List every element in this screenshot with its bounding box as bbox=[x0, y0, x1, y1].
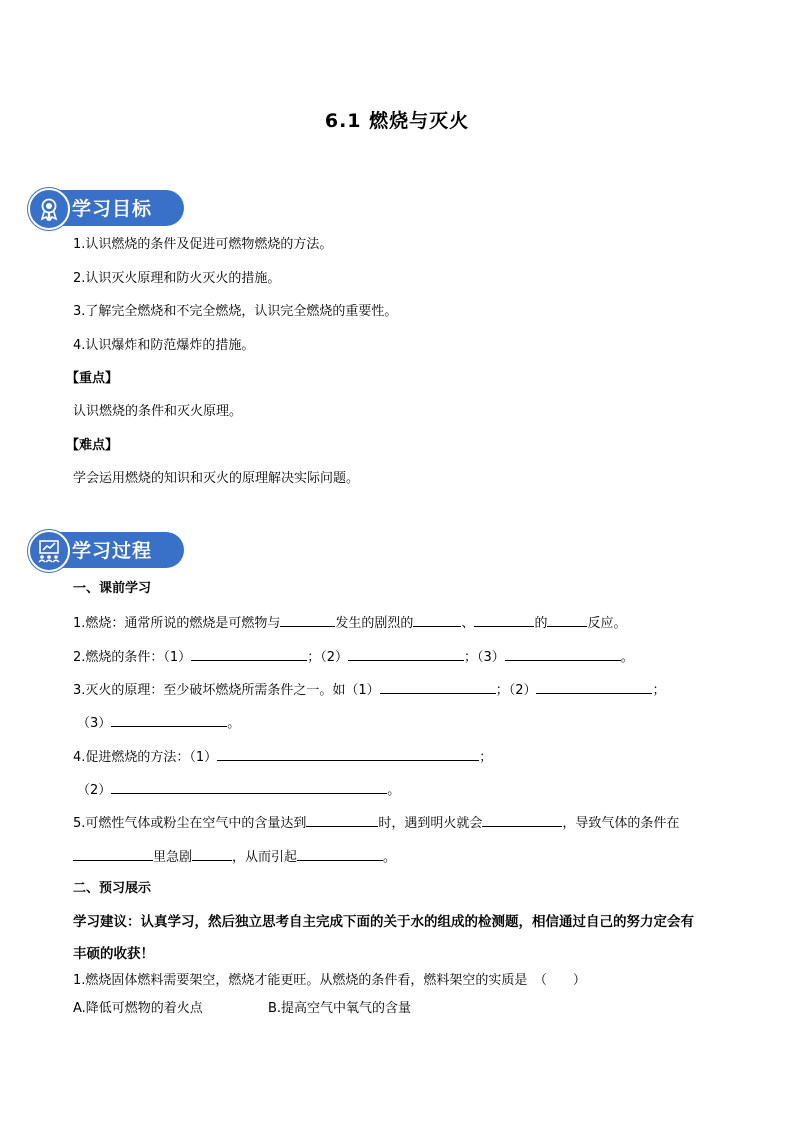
answer-blank[interactable] bbox=[217, 747, 479, 761]
question-4-line1 bbox=[73, 747, 492, 767]
q1-text-e: 反应。 bbox=[587, 616, 627, 631]
q3-text-b: ；（2） bbox=[495, 683, 537, 698]
answer-blank[interactable] bbox=[348, 647, 464, 661]
question-5-line2 bbox=[73, 847, 396, 867]
study-suggestion-line2: 丰硕的收获！ bbox=[73, 946, 154, 962]
question-3-line1 bbox=[73, 680, 665, 700]
answer-blank[interactable] bbox=[111, 713, 227, 727]
answer-blank[interactable] bbox=[380, 680, 496, 694]
answer-blank[interactable] bbox=[547, 613, 587, 627]
q2-text-a: 2.燃烧的条件：（1） bbox=[73, 650, 192, 665]
difficult-point-label: 【难点】 bbox=[66, 438, 119, 453]
answer-blank[interactable] bbox=[192, 847, 232, 861]
mc-option-b: B.提高空气中氧气的含量 bbox=[268, 1001, 412, 1016]
q4-text-c: （2） bbox=[77, 783, 112, 798]
q3-text-c: ； bbox=[652, 683, 666, 698]
question-5-line1 bbox=[73, 813, 679, 833]
q3-text-e: 。 bbox=[227, 716, 241, 731]
goal-item-3: 3.了解完全燃烧和不完全燃烧，认识完全燃烧的重要性。 bbox=[73, 304, 398, 319]
q5-text-b: 时，遇到明火就会 bbox=[378, 816, 483, 831]
part1-title: 一、课前学习 bbox=[73, 581, 152, 596]
q2-text-d: 。 bbox=[620, 650, 634, 665]
question-3-line2 bbox=[77, 713, 240, 733]
goal-item-2: 2.认识灭火原理和防火灭火的措施。 bbox=[73, 271, 281, 286]
q5-text-e: ，从而引起 bbox=[232, 850, 298, 865]
presentation-icon bbox=[28, 530, 70, 572]
part2-title: 二、预习展示 bbox=[73, 881, 152, 896]
answer-blank[interactable] bbox=[191, 647, 307, 661]
key-point-label: 【重点】 bbox=[66, 371, 119, 386]
section-heading-goals: 学习目标 bbox=[72, 198, 153, 220]
answer-blank[interactable] bbox=[536, 680, 652, 694]
difficult-point-text: 学会运用燃烧的知识和灭火的原理解决实际问题。 bbox=[73, 471, 360, 486]
answer-blank[interactable] bbox=[482, 813, 562, 827]
mc-question-1: 1.燃烧固体燃料需要架空，燃烧才能更旺。从燃烧的条件看，燃料架空的实质是 （ ） bbox=[73, 973, 586, 988]
q5-text-d: 里急剧 bbox=[153, 850, 193, 865]
answer-blank[interactable] bbox=[306, 813, 378, 827]
question-1 bbox=[73, 613, 626, 633]
section-banner-goals bbox=[28, 188, 184, 228]
award-ribbon-icon bbox=[28, 188, 70, 230]
study-suggestion-line1: 学习建议：认真学习，然后独立思考自主完成下面的关于水的组成的检测题，相信通过自己的努力定会有 bbox=[73, 914, 694, 930]
question-2 bbox=[73, 647, 634, 667]
goal-item-4: 4.认识爆炸和防范爆炸的措施。 bbox=[73, 338, 255, 353]
answer-blank[interactable] bbox=[111, 780, 387, 794]
q1-text-a: 1.燃烧：通常所说的燃烧是可燃物与 bbox=[73, 616, 281, 631]
q1-text-b: 发生的剧烈的 bbox=[335, 616, 414, 631]
key-point-text: 认识燃烧的条件和灭火原理。 bbox=[73, 404, 243, 419]
q4-text-d: 。 bbox=[387, 783, 401, 798]
q1-text-d: 的 bbox=[534, 616, 548, 631]
document-title: 6.1 燃烧与灭火 bbox=[324, 110, 470, 132]
answer-blank[interactable] bbox=[505, 647, 621, 661]
goal-item-1: 1.认识燃烧的条件及促进可燃物燃烧的方法。 bbox=[73, 237, 333, 252]
q5-text-c: ，导致气体的条件在 bbox=[562, 816, 680, 831]
q2-text-c: ；（3） bbox=[463, 650, 505, 665]
section-banner-process bbox=[28, 530, 184, 570]
answer-blank[interactable] bbox=[73, 847, 153, 861]
q4-text-b: ； bbox=[479, 750, 493, 765]
section-heading-process: 学习过程 bbox=[72, 540, 153, 562]
answer-blank[interactable] bbox=[413, 613, 461, 627]
mc-option-a: A.降低可燃物的着火点 bbox=[73, 1001, 203, 1016]
q5-text-a: 5.可燃性气体或粉尘在空气中的含量达到 bbox=[73, 816, 307, 831]
answer-blank[interactable] bbox=[280, 613, 335, 627]
question-4-line2 bbox=[77, 780, 400, 800]
answer-blank[interactable] bbox=[474, 613, 534, 627]
q3-text-d: （3） bbox=[77, 716, 112, 731]
answer-blank[interactable] bbox=[297, 847, 383, 861]
q4-text-a: 4.促进燃烧的方法：（1） bbox=[73, 750, 218, 765]
q1-text-c: 、 bbox=[461, 616, 475, 631]
q5-text-f: 。 bbox=[383, 850, 397, 865]
q2-text-b: ；（2） bbox=[307, 650, 348, 665]
q3-text-a: 3.灭火的原理：至少破坏燃烧所需条件之一。如（1） bbox=[73, 683, 380, 698]
